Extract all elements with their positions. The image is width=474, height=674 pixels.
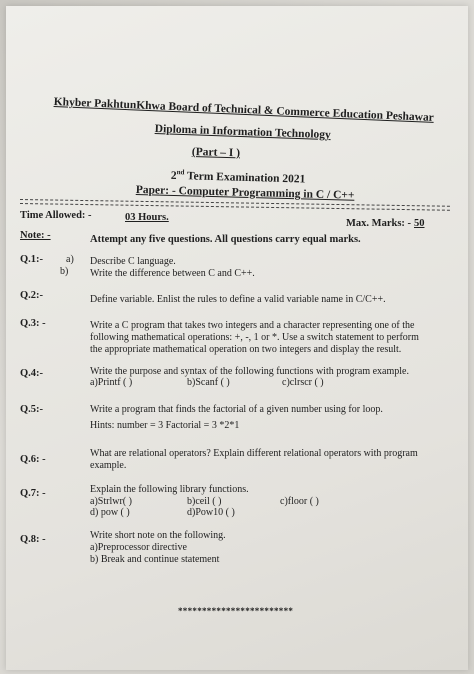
- function-item: a)Printf ( ): [90, 377, 133, 388]
- note-label: Note: -: [20, 230, 51, 241]
- function-item: b)ceil ( ): [187, 496, 222, 507]
- question-text: following mathematical operations: +, -, 1 or *. Use a switch statement to perform: [90, 332, 419, 343]
- paper-title: Paper: - Computer Programming in C / C++: [135, 184, 355, 202]
- question-text: Describe C language.: [90, 256, 176, 267]
- board-title: Khyber PakhtunKhwa Board of Technical & Commerce Education Peshawar: [53, 96, 435, 124]
- question-number: Q.7: -: [20, 488, 46, 499]
- term-title: [171, 168, 306, 186]
- question-text: Write a program that finds the factorial of a given number using for loop.: [90, 404, 383, 415]
- time-allowed-value: 03 Hours.: [125, 212, 169, 223]
- question-number: Q.8: -: [20, 534, 46, 545]
- exam-paper: [6, 6, 468, 670]
- function-item: d) pow ( ): [90, 507, 130, 518]
- term-suffix: nd: [176, 168, 185, 177]
- function-item: c)clrscr ( ): [282, 377, 324, 388]
- part-label: (Part – I ): [191, 146, 241, 160]
- time-allowed-label: Time Allowed: -: [20, 210, 92, 221]
- function-item: c)floor ( ): [280, 496, 319, 507]
- question-text: example.: [90, 460, 127, 471]
- question-text: What are relational operators? Explain different relational operators with program: [90, 448, 418, 459]
- question-text: b) Break and continue statement: [90, 554, 220, 565]
- question-text: Hints: number = 3 Factorial = 3 *2*1: [90, 420, 240, 431]
- term-rest: Term Examination 2021: [184, 170, 306, 186]
- max-marks-value: 50: [414, 218, 425, 229]
- question-number: Q.4:-: [20, 368, 44, 379]
- function-item: a)Strlwr( ): [90, 496, 132, 507]
- sub-question-label: a): [66, 254, 74, 265]
- question-text: the appropriate mathematical operation on two integers and display the result.: [90, 344, 402, 355]
- term-number: 2: [170, 169, 177, 182]
- function-item: d)Pow10 ( ): [187, 507, 235, 518]
- question-number: Q.5:-: [20, 404, 44, 415]
- function-item: b)Scanf ( ): [187, 377, 230, 388]
- question-text: Write the purpose and syntax of the following functions with program example.: [90, 366, 409, 377]
- question-text: a)Preprocessor directive: [90, 542, 187, 553]
- question-number: Q.1:-: [20, 254, 44, 265]
- question-text: Write the difference between C and C++.: [90, 268, 255, 279]
- sub-question-label: b): [60, 266, 69, 277]
- question-number: Q.2:-: [20, 290, 44, 301]
- end-marker-stars: ************************: [178, 606, 294, 616]
- max-marks-label: Max. Marks: -: [346, 218, 412, 229]
- question-text: Define variable. Enlist the rules to define a valid variable name in C/C++.: [90, 294, 386, 305]
- question-text: Explain the following library functions.: [90, 484, 249, 495]
- question-number: Q.3: -: [20, 318, 46, 329]
- question-number: Q.6: -: [20, 454, 46, 465]
- diploma-title: Diploma in Information Technology: [154, 123, 331, 142]
- note-text: Attempt any five questions. All questions carry equal marks.: [90, 234, 361, 245]
- question-text: Write a C program that takes two integers and a character representing one of the: [90, 320, 415, 331]
- question-text: Write short note on the following.: [90, 530, 226, 541]
